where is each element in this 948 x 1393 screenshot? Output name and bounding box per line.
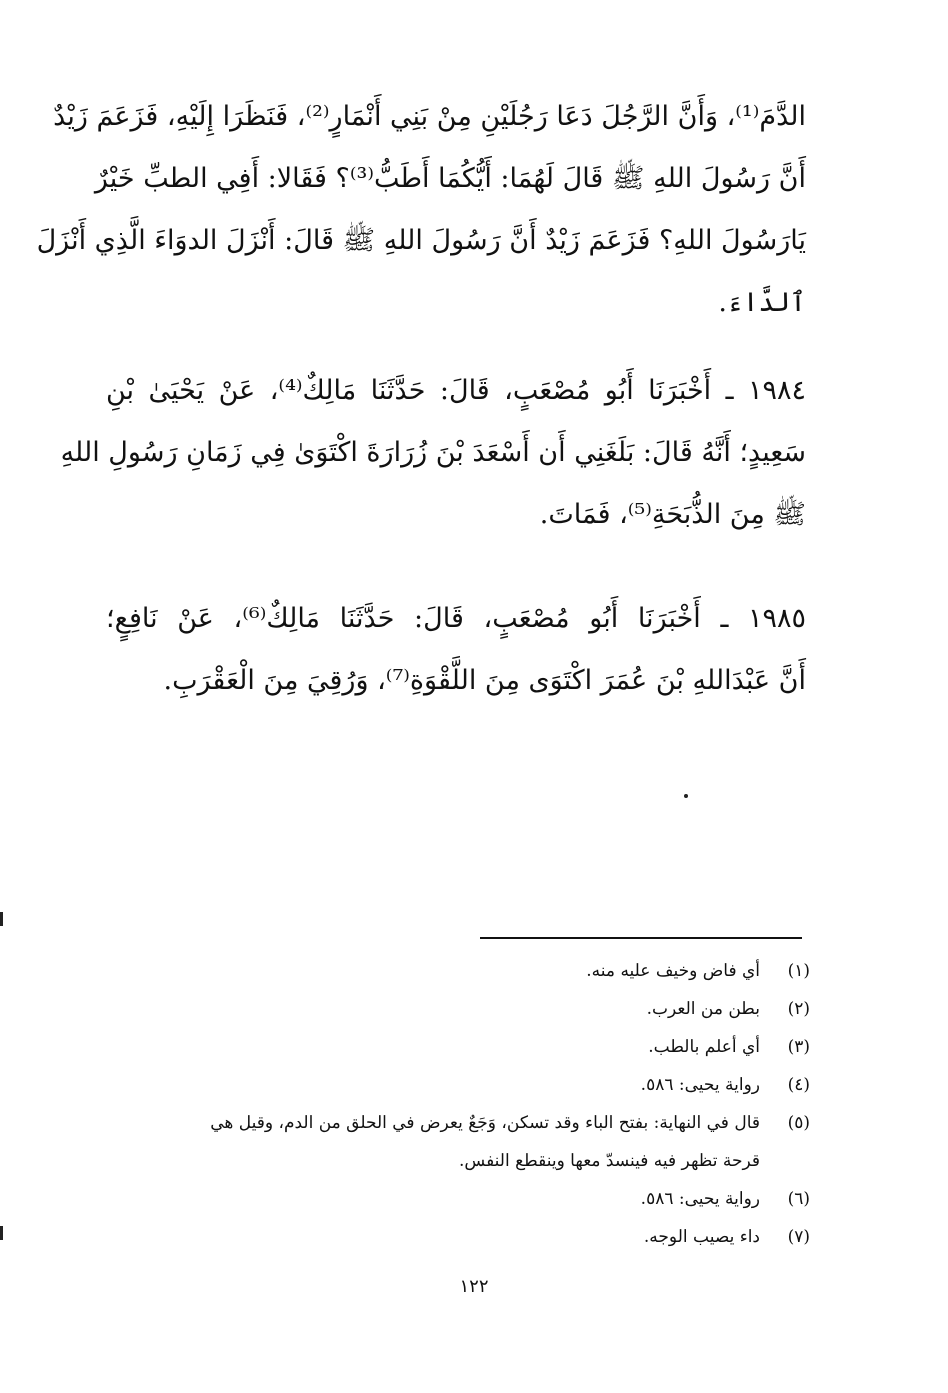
footnote-line: رواية يحيى: ٥٨٦. (640, 1075, 760, 1095)
text-line: ﷺ مِنَ الذُّبَحَةِ⁽⁵⁾، فَمَاتَ. (539, 499, 806, 530)
footnote-text (110, 1028, 760, 1066)
footnote-item (110, 1104, 810, 1180)
footnote-text (110, 1066, 760, 1104)
footnote-number: (٧) (787, 1227, 810, 1247)
text-line: ٱلدَّاءَ. (718, 287, 806, 318)
hadith-paragraph-1984 (60, 360, 807, 546)
text-line: أَنَّ عَبْدَاللهِ بْنَ عُمَرَ اكْتَوَى مِنَ اللَّقْوَةِ⁽⁷⁾، وَرُقِيَ مِنَ الْعَقْرَبِ. (163, 665, 806, 696)
footnote-number: (٤) (787, 1075, 810, 1095)
text-line: يَارَسُولَ اللهِ؟ فَزَعَمَ زَيْدٌ أَنَّ رَسُولَ اللهِ ﷺ قَالَ: أَنْزَلَ الدوَاءَ الَّذِي أَنْزَلَ (36, 225, 806, 256)
footnote-line: رواية يحيى: ٥٨٦. (640, 1189, 760, 1209)
footnote-item (110, 1028, 810, 1066)
footnote-line: قال في النهاية: بفتح الباء وقد تسكن، وَجَعٌ يعرض في الحلق من الدم، وقيل هي (210, 1113, 760, 1133)
scan-speck (684, 794, 688, 798)
page-number: ١٢٢ (459, 1276, 489, 1297)
footnote-separator (480, 937, 802, 939)
footnote-item (110, 1066, 810, 1104)
footnote-line: أي فاض وخيف عليه منه. (586, 961, 760, 981)
footnote-number: (٦) (787, 1189, 810, 1209)
text-line: ١٩٨٥ ـ أَخْبَرَنَا أَبُو مُصْعَبٍ، قَالَ: حَدَّثَنَا مَالِكٌ⁽⁶⁾، عَنْ نَافِعٍ؛ (106, 603, 806, 634)
footnote-text (110, 1218, 760, 1256)
footnote-item (110, 1180, 810, 1218)
footnotes-list (110, 952, 810, 1256)
scan-edge-mark (0, 1226, 3, 1240)
text-line: ١٩٨٤ ـ أَخْبَرَنَا أَبُو مُصْعَبٍ، قَالَ: حَدَّثَنَا مَالِكٌ⁽⁴⁾، عَنْ يَحْيَىٰ بْنِ (106, 375, 807, 406)
footnote-text (110, 990, 760, 1028)
footnote-number: (٥) (787, 1113, 810, 1133)
footnote-line: قرحة تظهر فيه فينسدّ معها وينقطع النفس. (459, 1151, 760, 1171)
hadith-paragraph-continuation (36, 86, 806, 334)
footnote-text (110, 1104, 760, 1180)
text-line: أَنَّ رَسُولَ اللهِ ﷺ قَالَ لَهُمَا: أَيُّكُمَا أَطَبُّ⁽³⁾؟ فَقَالا: أَفِي الطبِّ خَيْرٌ (94, 163, 806, 194)
footnote-text (110, 952, 760, 990)
footnote-item (110, 990, 810, 1028)
footnote-line: بطن من العرب. (646, 999, 760, 1019)
footnote-text (110, 1180, 760, 1218)
text-line: الدَّمَ⁽¹⁾، وَأَنَّ الرَّجُلَ دَعَا رَجُلَيْنِ مِنْ بَنِي أَنْمَارٍ⁽²⁾، فَنَظَرَا إِلَيْهِ، فَزَعَمَ زَيْدٌ (53, 101, 806, 132)
footnote-item (110, 1218, 810, 1256)
text-line: سَعِيدٍ؛ أَنَّهُ قَالَ: بَلَغَنِي أَن أَسْعَدَ بْنَ زُرَارَةَ اكْتَوَىٰ فِي زَمَانِ رَسُولِ اللهِ (60, 437, 806, 468)
footnote-line: داء يصيب الوجه. (643, 1227, 760, 1247)
footnote-item (110, 952, 810, 990)
hadith-paragraph-1985 (106, 588, 806, 712)
footnote-line: أي أعلم بالطب. (648, 1037, 760, 1057)
footnote-number: (٣) (787, 1037, 810, 1057)
footnote-number: (٢) (787, 999, 810, 1019)
footnote-number: (١) (787, 961, 810, 981)
scan-edge-mark (0, 912, 3, 926)
